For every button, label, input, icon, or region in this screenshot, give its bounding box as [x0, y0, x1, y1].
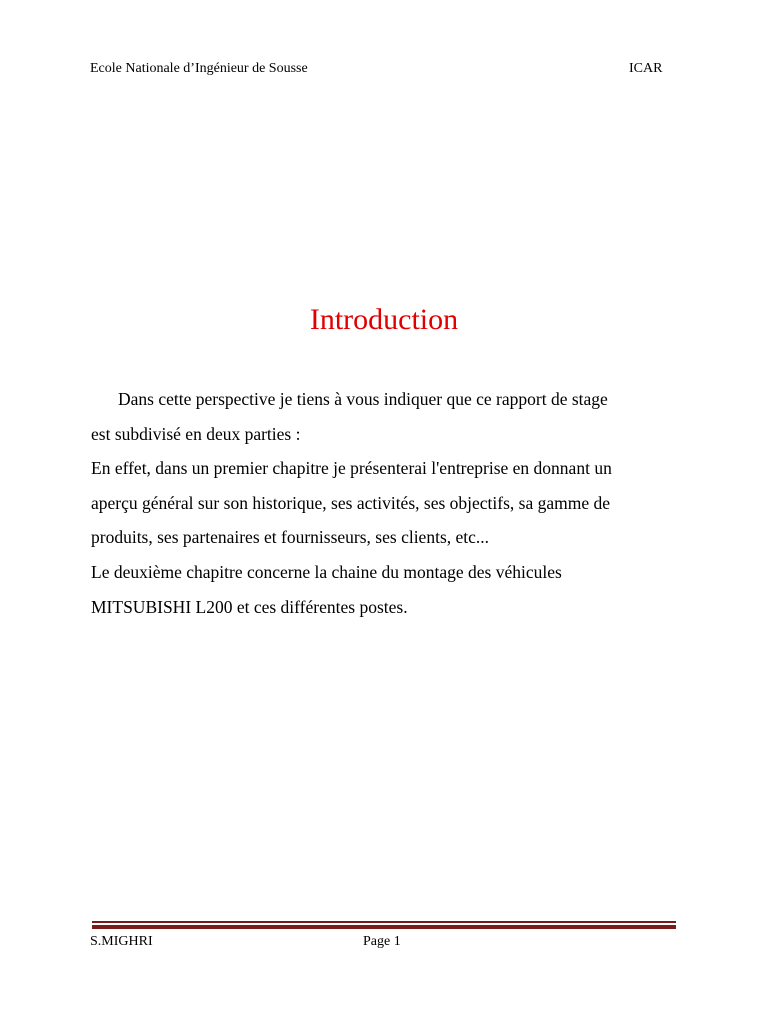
footer-author: S.MIGHRI: [90, 934, 153, 949]
page-title: Introduction: [309, 303, 459, 336]
header-school-name: Ecole Nationale d’Ingénieur de Sousse: [90, 61, 308, 76]
body-line: produits, ses partenaires et fournisseurs, ses clients, etc...: [91, 527, 490, 548]
footer-divider: [92, 921, 676, 931]
footer-page-number: Page 1: [363, 934, 401, 949]
body-paragraph: [91, 382, 691, 624]
footer-divider-thin-line: [92, 921, 676, 923]
body-line: MITSUBISHI L200 et ces différentes postes.: [91, 596, 408, 617]
body-line: En effet, dans un premier chapitre je présenterai l'entreprise en donnant un: [91, 458, 612, 479]
header-company-name: ICAR: [629, 61, 663, 76]
body-line: Le deuxième chapitre concerne la chaine du montage des véhicules: [91, 561, 562, 582]
body-line: est subdivisé en deux parties :: [91, 423, 301, 444]
body-line: aperçu général sur son historique, ses activités, ses objectifs, sa gamme de: [91, 492, 611, 513]
footer-divider-thick-line: [92, 925, 676, 929]
body-line: Dans cette perspective je tiens à vous indiquer que ce rapport de stage: [118, 389, 608, 409]
